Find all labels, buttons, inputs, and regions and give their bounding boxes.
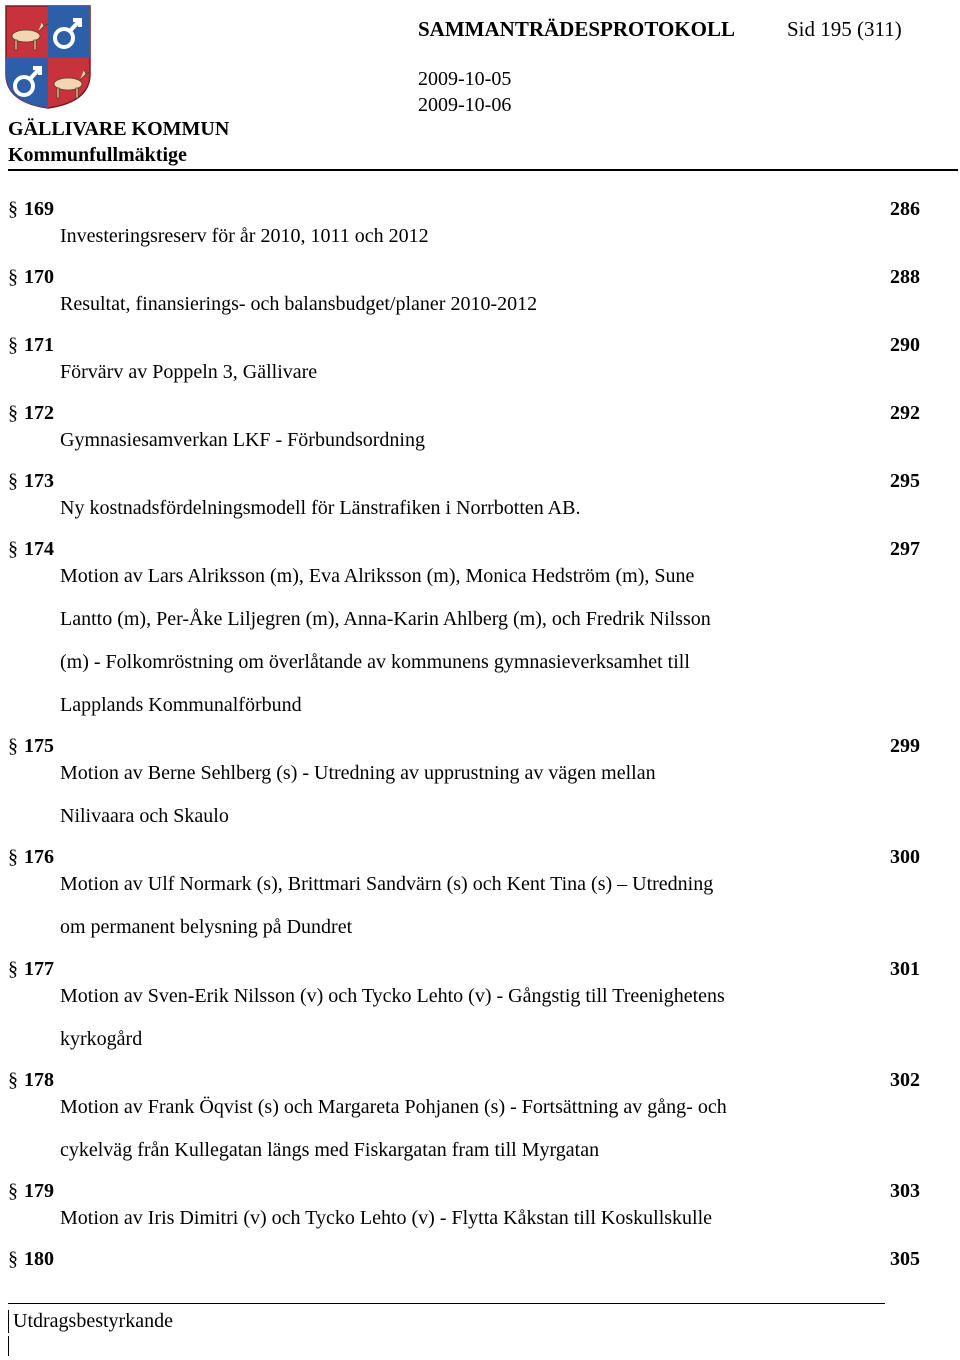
entry-text: Nilivaara och Skaulo	[60, 805, 229, 827]
entry-page: 303	[890, 1180, 920, 1202]
entry-number: 179	[24, 1180, 54, 1202]
paragraph-icon: §	[8, 198, 18, 220]
entry-number: 178	[24, 1069, 54, 1091]
paragraph-icon: §	[8, 1069, 18, 1091]
entry-text: Motion av Lars Alriksson (m), Eva Alriksson (m), Monica Hedström (m), Sune	[60, 565, 695, 587]
entry-174	[8, 538, 920, 727]
footer-divider	[8, 1303, 885, 1304]
entry-number: 173	[24, 470, 54, 492]
entry-171	[8, 334, 920, 394]
document-title: SAMMANTRÄDESPROTOKOLL	[418, 17, 735, 41]
paragraph-icon: §	[8, 538, 18, 560]
entry-176	[8, 846, 920, 949]
entry-text: Förvärv av Poppeln 3, Gällivare	[60, 361, 318, 383]
entry-number: 177	[24, 958, 54, 980]
entry-text: Lapplands Kommunalförbund	[60, 694, 302, 716]
entry-number: 176	[24, 846, 54, 868]
entry-number: 171	[24, 334, 54, 356]
entry-177	[8, 958, 920, 1061]
entry-179	[8, 1180, 920, 1240]
coat-of-arms-logo	[4, 4, 92, 110]
entry-text: cykelväg från Kullegatan längs med Fiskargatan fram till Myrgatan	[60, 1139, 600, 1161]
municipality-name: GÄLLIVARE KOMMUN	[8, 118, 230, 140]
entry-number: 180	[24, 1248, 54, 1270]
entry-page: 301	[890, 958, 920, 980]
entry-page: 299	[890, 735, 920, 757]
entry-text: Motion av Sven-Erik Nilsson (v) och Tycko Lehto (v) - Gångstig till Treenighetens	[60, 985, 725, 1007]
entry-169	[8, 198, 920, 258]
entry-text: Investeringsreserv för år 2010, 1011 och 2012	[60, 225, 429, 247]
entry-text: Motion av Frank Öqvist (s) och Margareta Pohjanen (s) - Fortsättning av gång- och	[60, 1096, 727, 1118]
entry-180	[8, 1248, 920, 1274]
entry-number: 174	[24, 538, 54, 560]
entry-page: 295	[890, 470, 920, 492]
paragraph-icon: §	[8, 334, 18, 356]
entry-page: 297	[890, 538, 920, 560]
entry-number: 172	[24, 402, 54, 424]
council-name: Kommunfullmäktige	[8, 144, 187, 166]
paragraph-icon: §	[8, 402, 18, 424]
entry-number: 175	[24, 735, 54, 757]
entry-number: 170	[24, 266, 54, 288]
entry-172	[8, 402, 920, 462]
paragraph-icon: §	[8, 958, 18, 980]
paragraph-icon: §	[8, 846, 18, 868]
entry-175	[8, 735, 920, 838]
entry-text: Motion av Berne Sehlberg (s) - Utredning av upprustning av vägen mellan	[60, 762, 656, 784]
entry-text: kyrkogård	[60, 1028, 143, 1050]
entry-text: om permanent belysning på Dundret	[60, 916, 353, 938]
entry-number: 169	[24, 198, 54, 220]
paragraph-icon: §	[8, 735, 18, 757]
meeting-date-2: 2009-10-06	[418, 94, 512, 116]
page-indicator: Sid 195 (311)	[787, 17, 902, 41]
paragraph-icon: §	[8, 1248, 18, 1270]
entry-text: (m) - Folkomröstning om överlåtande av kommunens gymnasieverksamhet till	[60, 651, 690, 673]
entry-text: Resultat, finansierings- och balansbudget/planer 2010-2012	[60, 293, 538, 315]
paragraph-icon: §	[8, 470, 18, 492]
footer-marker	[8, 1336, 9, 1356]
entry-page: 300	[890, 846, 920, 868]
meeting-date-1: 2009-10-05	[418, 68, 512, 90]
paragraph-icon: §	[8, 1180, 18, 1202]
header-divider	[8, 169, 958, 171]
entry-page: 302	[890, 1069, 920, 1091]
entry-170	[8, 266, 920, 326]
entry-173	[8, 470, 920, 530]
entry-text: Ny kostnadsfördelningsmodell för Länstrafiken i Norrbotten AB.	[60, 497, 581, 519]
entry-text: Lantto (m), Per-Åke Liljegren (m), Anna-Karin Ahlberg (m), och Fredrik Nilsson	[60, 608, 711, 630]
entry-page: 305	[890, 1248, 920, 1270]
entry-text: Motion av Ulf Normark (s), Brittmari Sandvärn (s) och Kent Tina (s) – Utredning	[60, 873, 714, 895]
entry-page: 286	[890, 198, 920, 220]
entry-text: Gymnasiesamverkan LKF - Förbundsordning	[60, 429, 425, 451]
entry-text: Motion av Iris Dimitri (v) och Tycko Lehto (v) - Flytta Kåkstan till Koskullskulle	[60, 1207, 713, 1229]
entry-page: 290	[890, 334, 920, 356]
paragraph-icon: §	[8, 266, 18, 288]
entry-page: 292	[890, 402, 920, 424]
entry-page: 288	[890, 266, 920, 288]
certification-label: Utdragsbestyrkande	[8, 1310, 173, 1333]
entry-178	[8, 1069, 920, 1172]
